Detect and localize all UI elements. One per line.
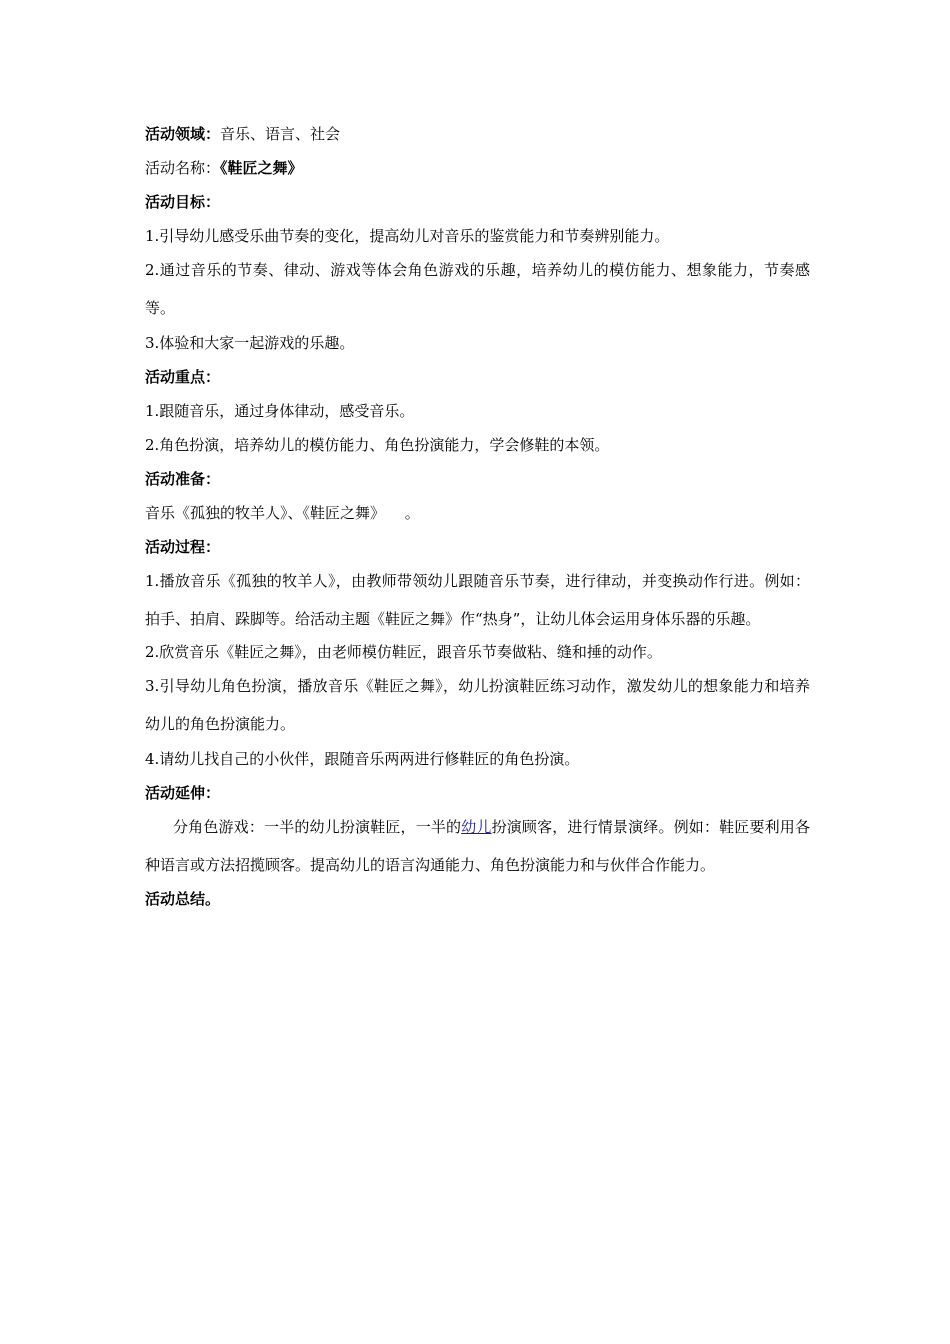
- activity-name: [145, 158, 810, 178]
- goal-item: 1.引导幼儿感受乐曲节奏的变化，提高幼儿对音乐的鉴赏能力和节奏辨别能力。: [145, 227, 670, 245]
- key-item: 1.跟随音乐，通过身体律动，感受音乐。: [145, 402, 415, 420]
- goal-item: 3.体验和大家一起游戏的乐趣。: [145, 334, 355, 352]
- name-value: 《鞋匠之舞》: [220, 159, 303, 177]
- extension-text-end: 扮演顾客，进行情景演绎。例如：鞋匠要利用各种语言或方法招揽顾客。提高幼儿的语言沟通能力、角色扮演能力和与伙伴合作能力。: [145, 818, 810, 874]
- prep-heading: 活动准备：: [145, 470, 221, 488]
- extension-heading: 活动延伸：: [145, 784, 221, 802]
- goals-heading: 活动目标：: [145, 193, 221, 211]
- domain-label: 活动领域：: [145, 125, 221, 143]
- process-item: 3.引导幼儿角色扮演，播放音乐《鞋匠之舞》，幼儿扮演鞋匠练习动作，激发幼儿的想象能力和培养幼儿的角色扮演能力。: [145, 677, 810, 733]
- process-item: 1.播放音乐《孤独的牧羊人》，由教师带领幼儿跟随音乐节奏，进行律动，并变换动作行进。例如：拍手、拍肩、跺脚等。给活动主题《鞋匠之舞》作“热身”，让幼儿体会运用身体乐器的乐趣。: [145, 572, 810, 628]
- activity-domain: [145, 124, 810, 144]
- name-label: 活动名称：: [145, 159, 221, 177]
- child-link[interactable]: 幼儿: [461, 818, 492, 836]
- summary-heading: 活动总结。: [145, 890, 221, 908]
- domain-value: 音乐、语言、社会: [220, 125, 341, 143]
- prep-text: 音乐《孤独的牧羊人》、《鞋匠之舞》 。: [145, 504, 420, 522]
- process-item: 2.欣赏音乐《鞋匠之舞》，由老师模仿鞋匠，跟音乐节奏做粘、缝和捶的动作。: [145, 643, 662, 661]
- document-body: [145, 124, 810, 909]
- extension-text: [145, 808, 810, 884]
- goal-item: 2.通过音乐的节奏、律动、游戏等体会角色游戏的乐趣，培养幼儿的模仿能力、想象能力，节奏感等。: [145, 261, 810, 317]
- process-item: 4.请幼儿找自己的小伙伴，跟随音乐两两进行修鞋匠的角色扮演。: [145, 750, 580, 768]
- key-item: 2.角色扮演，培养幼儿的模仿能力、角色扮演能力，学会修鞋的本领。: [145, 436, 610, 454]
- process-heading: 活动过程：: [145, 538, 221, 556]
- key-heading: 活动重点：: [145, 368, 221, 386]
- extension-text-start: 分角色游戏：一半的幼儿扮演鞋匠，一半的: [173, 818, 462, 836]
